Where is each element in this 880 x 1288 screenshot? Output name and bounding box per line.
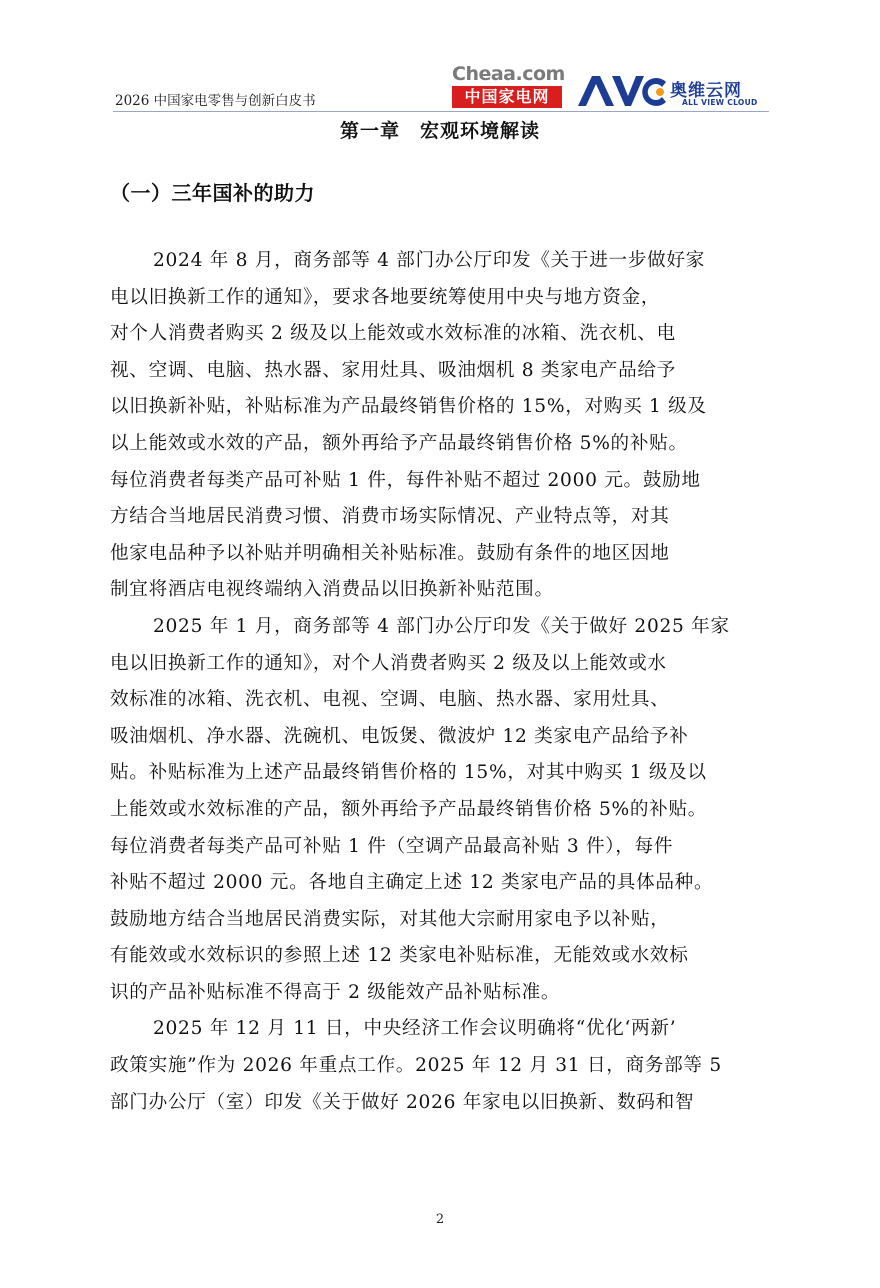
paragraph-line: 鼓励地方结合当地居民消费实际，对其他大宗耐用家电予以补贴，: [110, 908, 670, 930]
paragraph-line: 对个人消费者购买 2 级及以上能效或水效标准的冰箱、洗衣机、电: [110, 323, 676, 345]
paragraph-line: 2025 年 1 月，商务部等 4 部门办公厅印发《关于做好 2025 年家: [153, 615, 730, 637]
paragraph-line: 方结合当地居民消费习惯、消费市场实际情况、产业特点等，对其: [110, 506, 670, 528]
cheaa-logo-banner: 中国家电网: [452, 86, 562, 108]
paragraph-line: 部门办公厅（室）印发《关于做好 2026 年家电以旧换新、数码和智: [110, 1091, 695, 1113]
paragraph-line: 2024 年 8 月，商务部等 4 部门办公厅印发《关于进一步做好家: [153, 250, 705, 271]
paragraph-line: 效标准的冰箱、洗衣机、电视、空调、电脑、热水器、家用灶具、: [110, 689, 670, 711]
cheaa-logo-text: Cheaa.com: [452, 63, 565, 85]
body-text: [110, 243, 775, 1121]
paragraph-line: 每位消费者每类产品可补贴 1 件（空调产品最高补贴 3 件），每件: [110, 835, 674, 857]
paragraph-line: 吸油烟机、净水器、洗碗机、电饭煲、微波炉 12 类家电产品给予补: [110, 725, 689, 747]
paragraph-line: 电以旧换新工作的通知》，要求各地要统筹使用中央与地方资金，: [110, 286, 661, 308]
paragraph-line: 贴。补贴标准为上述产品最终销售价格的 15%，对其中购买 1 级及以: [110, 762, 707, 784]
paragraph-line: 2025 年 12 月 11 日，中央经济工作会议明确将“优化‘两新’: [153, 1018, 677, 1040]
paragraph-line: 识的产品补贴标准不得高于 2 级能效产品补贴标准。: [110, 981, 561, 1003]
paragraph-line: 以上能效或水效的产品，额外再给予产品最终销售价格 5%的补贴。: [110, 432, 688, 454]
section-title: （一）三年国补的助力: [110, 181, 315, 205]
chapter-title: 第一章 宏观环境解读: [339, 120, 540, 142]
paragraph-line: 他家电品种予以补贴并明确相关补贴标准。鼓励有条件的地区因地: [110, 542, 670, 564]
avc-logo-cn: 奥维云网: [670, 81, 742, 101]
paragraph-line: 上能效或水效标准的产品，额外再给予产品最终销售价格 5%的补贴。: [110, 798, 708, 820]
paragraph-line: 补贴不超过 2000 元。各地自主确定上述 12 类家电产品的具体品种。: [110, 872, 714, 894]
cheaa-logo: [452, 63, 565, 110]
paragraph-line: 以旧换新补贴，补贴标准为产品最终销售价格的 15%，对购买 1 级及: [110, 396, 707, 418]
header-divider: [113, 111, 769, 112]
paragraph-line: 政策实施”作为 2026 年重点工作。2025 年 12 月 31 日，商务部等 5: [110, 1055, 722, 1077]
avc-logo-mark: [576, 74, 668, 108]
page-number: 2: [435, 1212, 445, 1227]
paragraph-line: 每位消费者每类产品可补贴 1 件，每件补贴不超过 2000 元。鼓励地: [110, 469, 701, 491]
paragraph-line: 电以旧换新工作的通知》，对个人消费者购买 2 级及以上能效或水: [110, 652, 667, 674]
paragraph-line: 有能效或水效标识的参照上述 12 类家电补贴标准，无能效或水效标: [110, 945, 689, 967]
avc-logo: [576, 74, 776, 110]
avc-logo-en: ALL VIEW CLOUD: [682, 98, 758, 107]
paragraph-line: 视、空调、电脑、热水器、家用灶具、吸油烟机 8 类家电产品给予: [110, 359, 676, 381]
header-doc-title: 2026 中国家电零售与创新白皮书: [115, 93, 316, 109]
paragraph-line: 制宜将酒店电视终端纳入消费品以旧换新补贴范围。: [110, 579, 554, 601]
